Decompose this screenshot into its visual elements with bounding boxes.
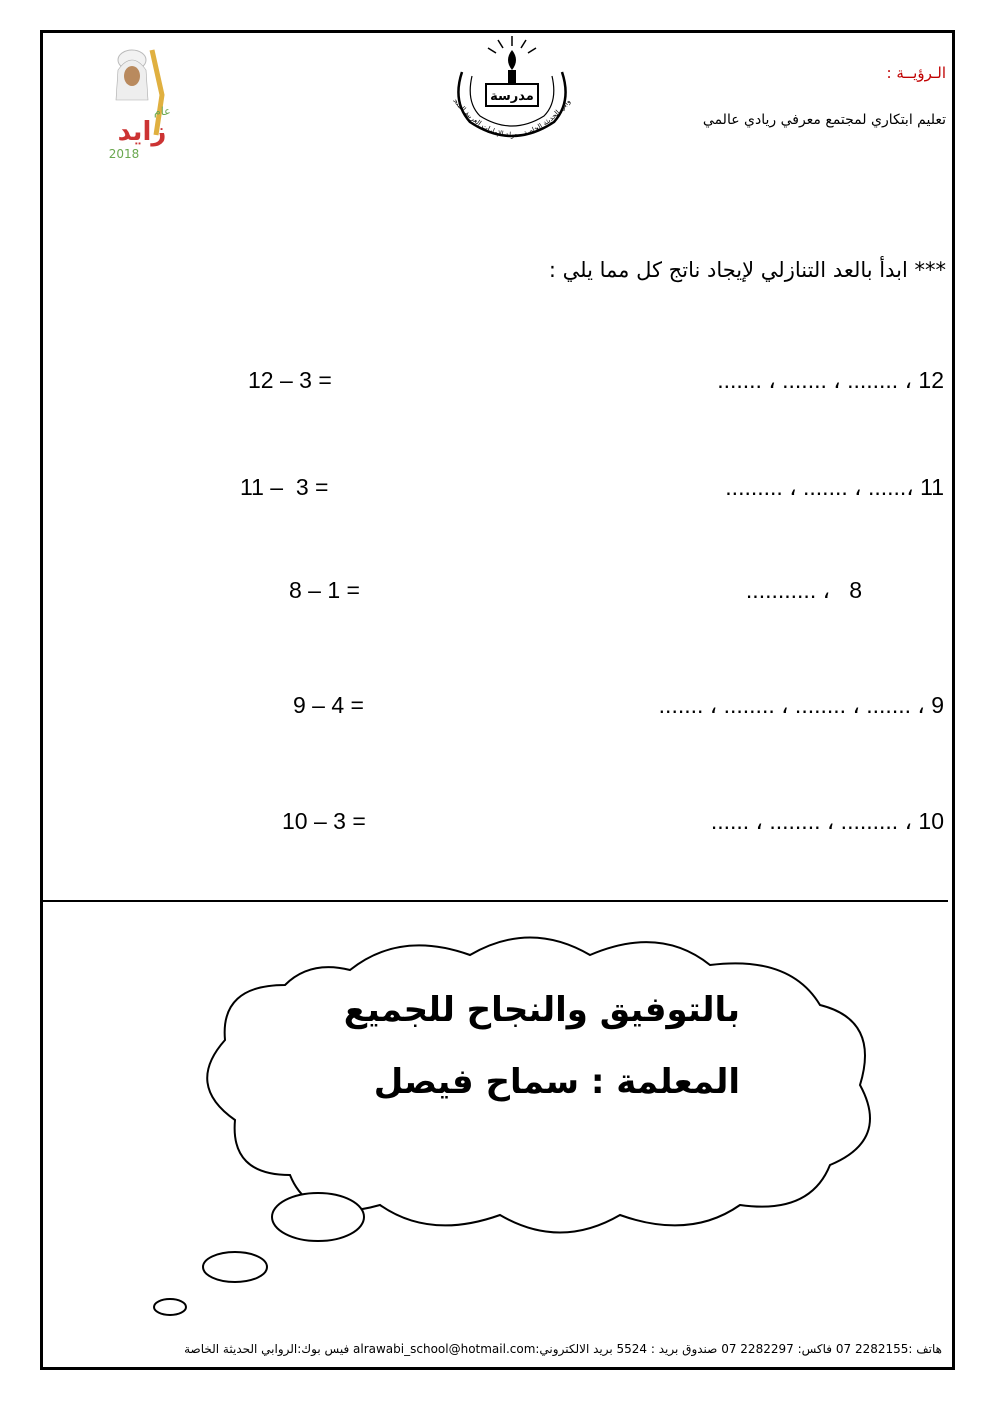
school-logo-badge: مدرسة — [490, 89, 534, 104]
sequence-5: 10 ، ......... ، ........ ، ...... — [710, 808, 944, 834]
sequence-4: 9 ، ....... ، ........ ، ........ ، ....... — [658, 692, 944, 718]
equation-3: 8 – 1 = — [289, 577, 360, 603]
school-logo — [440, 32, 585, 144]
equation-4: 9 – 4 = — [293, 692, 364, 718]
zayed-logo-prefix: عام — [154, 105, 171, 118]
zayed-year-logo — [102, 40, 182, 165]
instruction: *** ابدأ بالعد التنازلي لإيجاد ناتج كل مما يلي : — [548, 258, 946, 282]
equation-2: 11 – 3 = — [240, 474, 329, 500]
zayed-logo-year: 2018 — [108, 147, 140, 161]
closing-line-2: المعلمة : سماح فيصل — [373, 1062, 740, 1102]
school-logo-arc-text: وابي الحديثة الخاصة - دولة الإمارات العربية المتح — [451, 97, 573, 140]
sequence-2: 11 ،...... ، ....... ، ......... — [725, 474, 944, 500]
sequence-1: 12 ، ........ ، ....... ، ....... — [717, 367, 944, 393]
section-divider — [43, 900, 948, 902]
equation-5: 10 – 3 = — [282, 808, 366, 834]
vision-text: تعليم ابتكاري لمجتمع معرفي ريادي عالمي — [702, 112, 946, 128]
equation-1: 12 – 3 = — [248, 367, 332, 393]
zayed-logo-word: زايد — [117, 117, 167, 147]
closing-line-1: بالتوفيق والنجاح للجميع — [343, 990, 740, 1030]
footer-contact: هاتف :2282155 07 فاكس: 2282297 07 صندوق بريد : 5524 بريد الالكتروني:alrawabi_school@hotmail.com فيس بوك:الروابي الحديثة الخاصة — [184, 1342, 942, 1356]
sequence-3: 8 ، ........... — [745, 577, 862, 603]
thought-cloud — [150, 925, 880, 1325]
vision-label: الـرؤيــة : — [886, 64, 946, 82]
